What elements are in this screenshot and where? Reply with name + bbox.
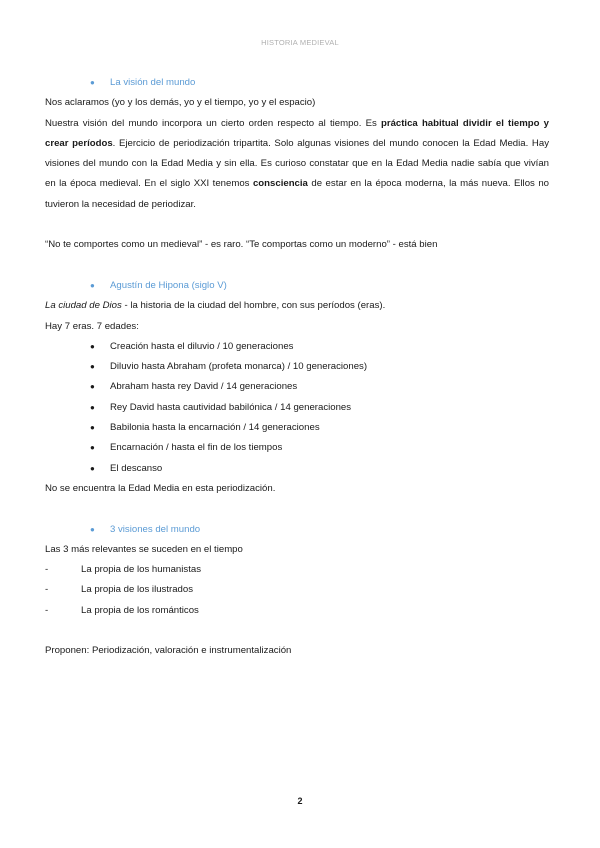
bullet-icon: ●	[90, 423, 95, 433]
text-run: Nuestra visión del mundo incorpora un cierto orden respecto al tiempo. Es	[45, 117, 381, 129]
bullet-icon: ●	[90, 341, 95, 351]
text-run: de estar en la época moderna, la más nueva. Ellos no tuvieron la necesidad de periodizar.	[45, 178, 549, 210]
list-item-text: La propia de los humanistas	[81, 564, 201, 576]
text-run: - la historia de la ciudad del hombre, con sus períodos (eras).	[121, 300, 386, 312]
eras-list	[45, 337, 549, 479]
paragraph: No se encuentra la Edad Media en esta periodización.	[45, 482, 276, 494]
section-title: La visión del mundo	[110, 77, 196, 88]
list-item-text: Abraham hasta rey David / 14 generaciones	[110, 381, 298, 393]
list-item	[45, 459, 549, 479]
section-heading-vision	[45, 73, 549, 93]
paragraph: Proponen: Periodización, valoración e instrumentalización	[45, 645, 292, 657]
page-content	[45, 73, 549, 662]
list-item-text: La propia de los románticos	[81, 604, 199, 616]
bullet-icon: ●	[90, 463, 95, 473]
bold-text: práctica habitual dividir el tiempo y crear períodos	[45, 117, 549, 149]
visions-list	[45, 560, 549, 621]
section-heading-visiones	[45, 520, 549, 540]
list-item-text: Rey David hasta cautividad babilónica / 14 generaciones	[110, 401, 352, 413]
list-item	[45, 398, 549, 418]
list-item-text: El descanso	[110, 462, 163, 474]
list-item	[45, 560, 549, 580]
spacer	[45, 499, 549, 519]
paragraph: Hay 7 eras. 7 edades:	[45, 320, 139, 332]
list-item	[45, 377, 549, 397]
dash-marker: -	[45, 564, 49, 576]
dash-marker: -	[45, 584, 49, 596]
list-item	[45, 580, 549, 600]
spacer	[45, 215, 549, 235]
dash-marker: -	[45, 604, 49, 616]
bullet-icon: ●	[90, 382, 95, 392]
bullet-icon: ●	[90, 362, 95, 372]
bullet-icon: ●	[90, 443, 95, 453]
text-run: . Ejercicio de periodización tripartita. Solo algunas visiones del mundo conocen la Edad Media. Hay visiones del mundo con la Edad Media y sin ella. Es curioso constatar que en la Edad Media nadie sabía que vivían en la época medieval. En el siglo XXI tenemos	[45, 137, 549, 190]
list-item-text: Encarnación / hasta el fin de los tiempos	[110, 442, 283, 454]
running-header: HISTORIA MEDIEVAL	[261, 38, 339, 47]
paragraph	[45, 114, 549, 215]
spacer	[45, 256, 549, 276]
bullet-icon: ●	[90, 524, 95, 534]
section-heading-agustin	[45, 276, 549, 296]
list-item	[45, 418, 549, 438]
bullet-icon: ●	[90, 280, 95, 290]
list-item	[45, 601, 549, 621]
italic-text: La ciudad de Dios	[45, 300, 122, 312]
bullet-icon: ●	[90, 402, 95, 412]
paragraph: Las 3 más relevantes se suceden en el tiempo	[45, 543, 243, 555]
bold-text: consciencia	[252, 178, 308, 190]
quote-line: “No te comportes como un medieval” - es raro. “Te comportas como un moderno” - está bien	[45, 239, 438, 251]
list-item	[45, 337, 549, 357]
list-item	[45, 438, 549, 458]
section-title: 3 visiones del mundo	[110, 523, 201, 535]
bullet-icon: ●	[90, 78, 95, 87]
paragraph: Nos aclaramos (yo y los demás, yo y el tiempo, yo y el espacio)	[45, 97, 316, 109]
spacer	[45, 621, 549, 641]
list-item-text: Babilonia hasta la encarnación / 14 generaciones	[110, 422, 320, 434]
page-number: 2	[297, 796, 303, 806]
list-item-text: Creación hasta el diluvio / 10 generaciones	[110, 340, 294, 352]
list-item	[45, 357, 549, 377]
list-item-text: La propia de los ilustrados	[81, 584, 193, 596]
list-item-text: Diluvio hasta Abraham (profeta monarca) / 10 generaciones)	[110, 361, 368, 373]
paragraph	[45, 296, 549, 316]
section-title: Agustín de Hipona (siglo V)	[110, 279, 227, 291]
